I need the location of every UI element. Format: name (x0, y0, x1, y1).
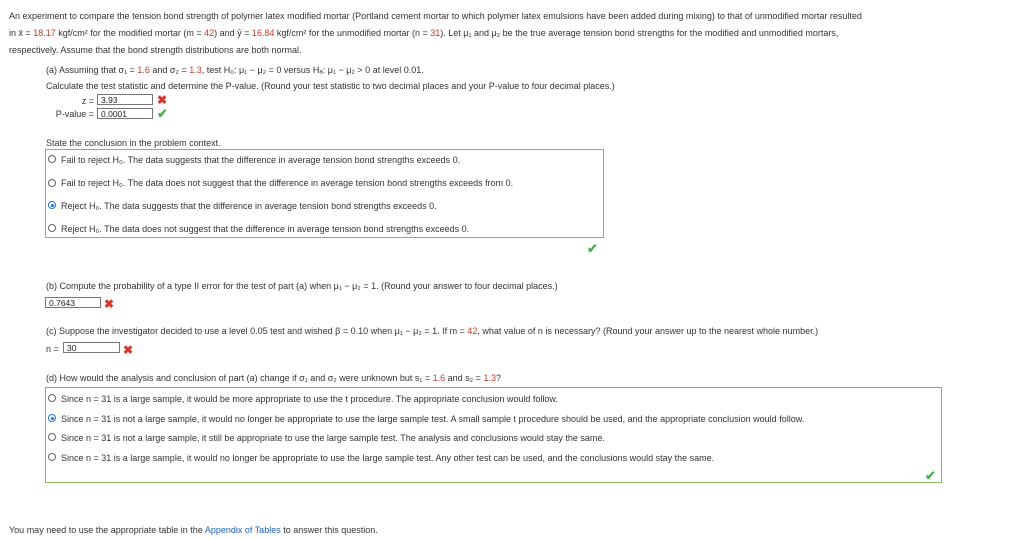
radio-button[interactable] (48, 453, 56, 461)
xbar-value: 18.17 (33, 28, 56, 38)
radio-button[interactable] (48, 394, 56, 402)
part-d-option-2[interactable]: Since n = 31 is not a large sample, it would no longer be appropriate to use the large sample test. A small sample t procedure should be used, and the appropriate conclusion would follow. (61, 414, 805, 424)
radio-button-selected[interactable] (48, 414, 56, 422)
type-ii-error-input[interactable]: 0.7643 (45, 297, 101, 308)
correct-check-icon: ✔ (925, 468, 936, 483)
problem-intro-line1: An experiment to compare the tension bond strength of polymer latex modified mortar (Portland cement mortar to which polymer latex emulsions have been added during mixing) to that of unmodified mortar resulted (9, 11, 862, 21)
part-d-option-3[interactable]: Since n = 31 is not a large sample, it still be appropriate to use the large sample test. The analysis and conclusions would stay the same. (61, 433, 605, 443)
z-label: z = (81, 96, 94, 106)
part-d-option-1[interactable]: Since n = 31 is a large sample, it would be more appropriate to use the t procedure. The appropriate conclusion would follow. (61, 394, 558, 404)
part-a-instruction: Calculate the test statistic and determine the P-value. (Round your test statistic to two decimal places and your P-value to four decimal places.) (46, 81, 615, 91)
problem-intro-line3: respectively. Assume that the bond strength distributions are both normal. (9, 45, 302, 55)
p-value-label: P-value = (55, 109, 94, 119)
part-a-option-4[interactable]: Reject H₀. The data does not suggest that the difference in average tension bond strengths exceeds 0. (61, 224, 470, 234)
correct-check-icon: ✔ (157, 106, 168, 121)
incorrect-x-icon: ✖ (157, 93, 168, 107)
radio-button[interactable] (48, 224, 56, 232)
conclusion-prompt: State the conclusion in the problem context. (46, 138, 221, 148)
s2-value: 1.3 (483, 373, 496, 383)
part-c-question: (c) Suppose the investigator decided to use a level 0.05 test and wished β = 0.10 when μ₁ − μ₂ = 1. If m = 42, what value of n is necessary? (Round your answer up to the nearest whole number.) (46, 326, 819, 336)
n-label: n = (46, 344, 59, 354)
radio-button[interactable] (48, 155, 56, 163)
incorrect-x-icon: ✖ (104, 297, 115, 311)
z-statistic-input[interactable]: 3.93 (97, 94, 153, 105)
part-a-option-3[interactable]: Reject H₀. The data suggests that the difference in average tension bond strengths exceeds 0. (61, 201, 437, 211)
part-a-question: (a) Assuming that σ₁ = 1.6 and σ₂ = 1.3, test H₀: μ₁ − μ₂ = 0 versus Hₐ: μ₁ − μ₂ > 0 at level 0.01. (46, 65, 424, 75)
incorrect-x-icon: ✖ (123, 343, 134, 357)
m-value: 42 (204, 28, 215, 38)
s1-value: 1.6 (432, 373, 446, 383)
radio-button-selected[interactable] (48, 201, 56, 209)
part-a-option-1[interactable]: Fail to reject H₀. The data suggests that the difference in average tension bond strengths exceeds 0. (61, 155, 461, 165)
ybar-value: 16.84 (251, 28, 275, 38)
part-d-option-4[interactable]: Since n = 31 is a large sample, it would no longer be appropriate to use the large sample test. Any other test can be used, and the conclusions would stay the same. (61, 453, 715, 463)
m-value: 42 (467, 326, 478, 336)
problem-intro-line2: in x̄ = 18.17 kgf/cm² for the modified mortar (m = 42) and ȳ = 16.84 kgf/cm² for the unmodified mortar (n = 31). Let μ₁ and μ₂ be the true average tension bond strengths for the modified and unmodified mortars, (9, 28, 839, 38)
correct-check-icon: ✔ (587, 241, 598, 256)
footer-note: You may need to use the appropriate table in the Appendix of Tables to answer this question. (9, 525, 378, 535)
n-value: 31 (430, 28, 441, 38)
part-a-option-2[interactable]: Fail to reject H₀. The data does not suggest that the difference in average tension bond strengths exceeds from 0. (61, 178, 514, 188)
p-value-input[interactable]: 0.0001 (97, 108, 153, 119)
sigma2-value: 1.3 (189, 65, 202, 75)
part-d-question: (d) How would the analysis and conclusion of part (a) change if σ₁ and σ₂ were unknown but s₁ = 1.6 and s₂ = 1.3? (46, 373, 501, 383)
radio-button[interactable] (48, 179, 56, 187)
radio-button[interactable] (48, 433, 56, 441)
appendix-of-tables-link[interactable]: Appendix of Tables (204, 525, 281, 535)
part-b-question: (b) Compute the probability of a type II error for the test of part (a) when μ₁ − μ₂ = 1. (Round your answer to four decimal places.) (46, 281, 558, 291)
sigma1-value: 1.6 (137, 65, 150, 75)
sample-size-input[interactable]: 30 (63, 342, 120, 353)
